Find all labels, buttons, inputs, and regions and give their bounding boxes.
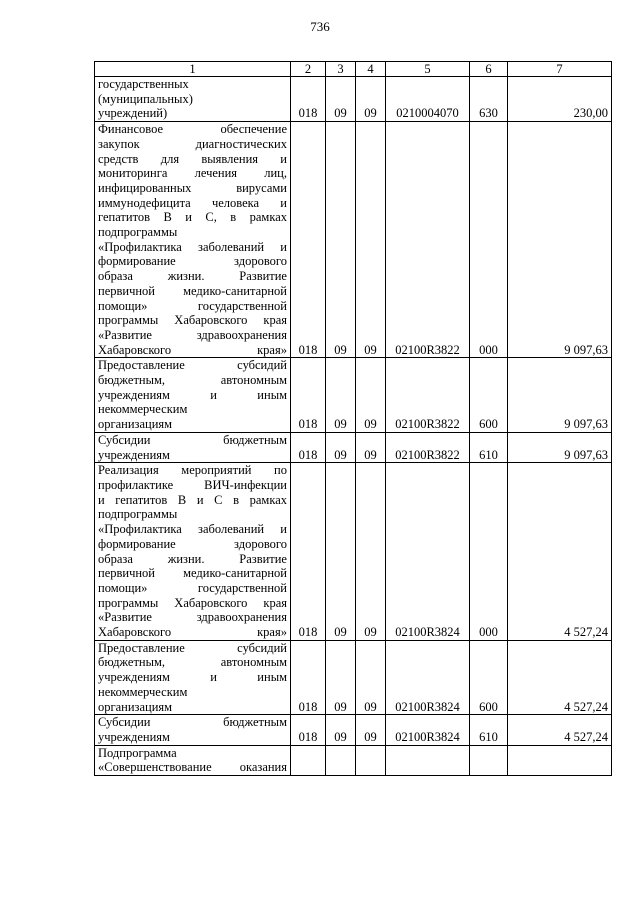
item-name-line: закупок диагностических [98, 136, 287, 151]
item-name-line: организациям [98, 417, 173, 432]
item-name-line: Хабаровского края» [98, 342, 287, 357]
item-name-cell [95, 463, 291, 640]
ministry-code-cell: 018 [291, 358, 326, 433]
target-article-cell: 02100R3824 [386, 463, 470, 640]
item-name-line: государственных [98, 77, 189, 91]
subsection-code-cell: 09 [356, 358, 386, 433]
item-name-line: организациям [98, 699, 173, 714]
item-name-line: подпрограммы [98, 225, 178, 240]
expense-type-cell: 000 [470, 463, 508, 640]
item-name-cell [95, 640, 291, 715]
item-name-cell [95, 432, 291, 462]
amount-cell [508, 745, 612, 775]
item-name-line: «Совершенствование оказания [98, 760, 287, 775]
item-name-line: «Развитие здравоохранения [98, 327, 287, 342]
table-row [95, 463, 612, 640]
table-row [95, 122, 612, 358]
amount-cell: 4 527,24 [508, 640, 612, 715]
page-number: 736 [310, 19, 330, 34]
item-name-line: бюджетным, автономным [98, 655, 287, 670]
item-name-line: некоммерческим [98, 402, 188, 417]
section-code-cell: 09 [326, 715, 356, 745]
item-name-line: инфицированных вирусами [98, 180, 287, 195]
item-name-line: мониторинга лечения лиц, [98, 166, 287, 181]
table-row [95, 745, 612, 775]
item-name-cell [95, 715, 291, 745]
item-name-line: программы Хабаровского края [98, 595, 287, 610]
ministry-code-cell: 018 [291, 463, 326, 640]
amount-cell: 9 097,63 [508, 432, 612, 462]
item-name-line: Хабаровского края» [98, 625, 287, 640]
ministry-code-cell: 018 [291, 77, 326, 122]
target-article-cell: 02100R3822 [386, 358, 470, 433]
subsection-code-cell: 09 [356, 640, 386, 715]
item-name-cell [95, 122, 291, 358]
expense-type-cell [470, 745, 508, 775]
item-name-line: учреждениям и иным [98, 670, 287, 685]
header-cell-target: 5 [386, 62, 470, 77]
expense-type-cell: 600 [470, 358, 508, 433]
item-name-line: «Профилактика заболеваний и [98, 239, 287, 254]
expense-type-cell: 600 [470, 640, 508, 715]
item-name-line: образа жизни. Развитие [98, 551, 287, 566]
item-name-cell [95, 77, 291, 122]
item-name-cell [95, 358, 291, 433]
item-name-line: подпрограммы [98, 507, 178, 522]
item-name-line: учреждений) [98, 106, 168, 121]
item-name-line: Предоставление субсидий [98, 640, 287, 655]
item-name-line: формирование здорового [98, 254, 287, 269]
item-name-line: первичной медико-санитарной [98, 283, 287, 298]
item-name-cell [95, 745, 291, 775]
item-name-line: Подпрограмма [98, 745, 177, 760]
expense-type-cell: 610 [470, 432, 508, 462]
target-article-cell: 02100R3824 [386, 715, 470, 745]
amount-cell: 4 527,24 [508, 715, 612, 745]
item-name-line: некоммерческим [98, 684, 188, 699]
item-name-line: учреждениям [98, 447, 170, 462]
subsection-code-cell: 09 [356, 463, 386, 640]
target-article-cell: 02100R3822 [386, 432, 470, 462]
header-cell-name: 1 [95, 62, 291, 77]
table-row [95, 432, 612, 462]
item-name-line: учреждениям [98, 729, 170, 744]
item-name-line: Реализация мероприятий по [98, 463, 287, 478]
item-name-line: Субсидии бюджетным [98, 432, 287, 447]
ministry-code-cell: 018 [291, 640, 326, 715]
header-cell-type: 6 [470, 62, 508, 77]
expense-type-cell: 000 [470, 122, 508, 358]
item-name-line: средств для выявления и [98, 151, 287, 166]
table-row [95, 715, 612, 745]
header-cell-subsection: 4 [356, 62, 386, 77]
item-name-line: учреждениям и иным [98, 387, 287, 402]
target-article-cell [386, 745, 470, 775]
item-name-line: формирование здорового [98, 536, 287, 551]
ministry-code-cell: 018 [291, 432, 326, 462]
amount-cell: 9 097,63 [508, 358, 612, 433]
item-name-line: «Развитие здравоохранения [98, 610, 287, 625]
section-code-cell: 09 [326, 122, 356, 358]
subsection-code-cell [356, 745, 386, 775]
ministry-code-cell: 018 [291, 715, 326, 745]
section-code-cell: 09 [326, 432, 356, 462]
table-row [95, 77, 612, 122]
subsection-code-cell: 09 [356, 77, 386, 122]
item-name-line: программы Хабаровского края [98, 313, 287, 328]
expense-type-cell: 610 [470, 715, 508, 745]
subsection-code-cell: 09 [356, 715, 386, 745]
item-name-line: иммунодефицита человека и [98, 195, 287, 210]
section-code-cell [326, 745, 356, 775]
budget-table [94, 61, 612, 776]
item-name-line: помощи» государственной [98, 298, 287, 313]
header-row [95, 62, 612, 77]
item-name-line: Финансовое обеспечение [98, 122, 287, 137]
header-cell-ministry: 2 [291, 62, 326, 77]
table-row [95, 640, 612, 715]
item-name-line: образа жизни. Развитие [98, 269, 287, 284]
expense-type-cell: 630 [470, 77, 508, 122]
amount-cell: 9 097,63 [508, 122, 612, 358]
item-name-line: бюджетным, автономным [98, 373, 287, 388]
header-cell-section: 3 [326, 62, 356, 77]
section-code-cell: 09 [326, 640, 356, 715]
item-name-line: Субсидии бюджетным [98, 715, 287, 730]
ministry-code-cell: 018 [291, 122, 326, 358]
amount-cell: 4 527,24 [508, 463, 612, 640]
amount-cell: 230,00 [508, 77, 612, 122]
item-name-line: и гепатитов В и С в рамках [98, 492, 287, 507]
item-name-line: (муниципальных) [98, 91, 193, 106]
item-name-line: «Профилактика заболеваний и [98, 522, 287, 537]
table-row [95, 358, 612, 433]
item-name-line: помощи» государственной [98, 580, 287, 595]
target-article-cell: 02100R3824 [386, 640, 470, 715]
section-code-cell: 09 [326, 77, 356, 122]
section-code-cell: 09 [326, 358, 356, 433]
header-cell-amount: 7 [508, 62, 612, 77]
item-name-line: первичной медико-санитарной [98, 566, 287, 581]
item-name-line: профилактике ВИЧ-инфекции [98, 477, 287, 492]
section-code-cell: 09 [326, 463, 356, 640]
subsection-code-cell: 09 [356, 432, 386, 462]
target-article-cell: 02100R3822 [386, 122, 470, 358]
ministry-code-cell [291, 745, 326, 775]
item-name-line: Предоставление субсидий [98, 358, 287, 373]
target-article-cell: 0210004070 [386, 77, 470, 122]
item-name-line: гепатитов В и С, в рамках [98, 210, 287, 225]
subsection-code-cell: 09 [356, 122, 386, 358]
